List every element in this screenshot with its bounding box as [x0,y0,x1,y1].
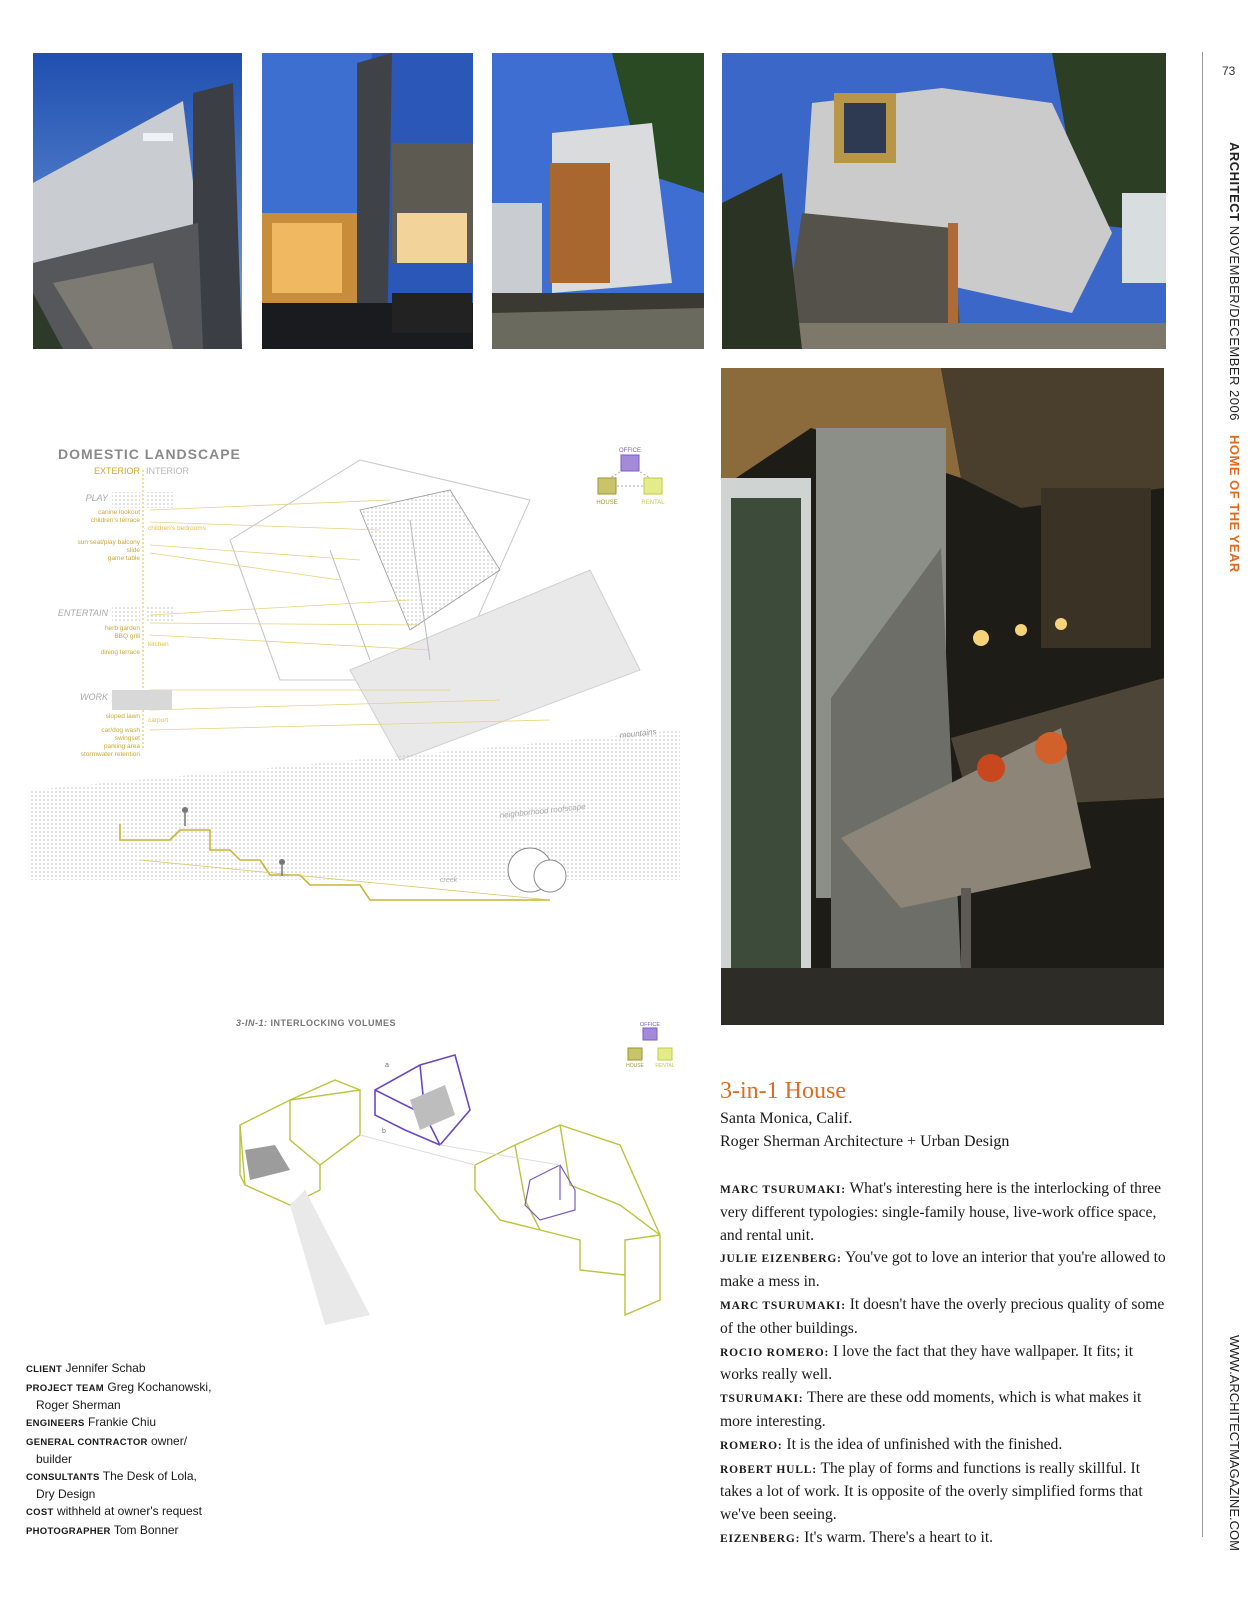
quote-text: I love the fact that they have wallpaper. It fits; it works really well. [720,1342,1134,1384]
page-number: 73 [1222,64,1236,78]
quote-text: There are these odd moments, which is what makes it more interesting. [720,1389,1142,1430]
label-interior: INTERIOR [146,466,190,476]
diagram-domestic-landscape [30,430,710,930]
quote-speaker: ROBERT HULL: [720,1463,817,1476]
work-item: stormwater retention [80,751,140,758]
legend-rental: RENTAL [641,500,665,506]
quote-speaker: MARC TSURUMAKI: [720,1184,846,1196]
work-interior: carport [148,717,169,724]
quote [720,1434,1170,1458]
quote [720,1294,1170,1341]
quote-speaker: ROCIO ROMERO: [720,1346,830,1359]
work-item: parking area [103,743,140,750]
label-work: WORK [80,692,108,702]
work-item: sloped lawn [105,713,140,720]
quote-speaker: ROMERO: [720,1439,783,1452]
play-item: game table [107,555,140,562]
jury-quotes [720,1178,1170,1551]
label-b: b [382,1128,386,1135]
project-credits [26,1360,246,1541]
credit-line [26,1379,246,1413]
legend-house: HOUSE [596,500,618,506]
entertain-item: herb garden [104,625,140,632]
play-item: canine lookout [98,509,140,516]
label-exterior: EXTERIOR [93,466,140,476]
quote [720,1247,1170,1294]
credit-key: CONSULTANTS [26,1472,100,1483]
quote-speaker: TSURUMAKI: [720,1393,804,1406]
credit-key: PHOTOGRAPHER [26,1526,111,1537]
credit-line [26,1503,246,1521]
project-firm: Roger Sherman Architecture + Urban Design [720,1133,1010,1150]
quote [720,1178,1170,1247]
masthead-brand: ARCHITECT [1227,142,1242,222]
legend-rental: RENTAL [655,1063,675,1069]
photo-night-facade [262,53,473,349]
label-entertain: ENTERTAIN [57,608,108,618]
diagram-domestic-landscape-title: DOMESTIC LANDSCAPE [58,446,241,462]
play-item: children's terrace [90,517,140,524]
quote-text: You've got to love an interior that you're allowed to make a mess in. [720,1249,1166,1291]
entertain-item: dining terrace [100,649,140,656]
credit-line [26,1414,246,1432]
quote-text: It is the idea of unfinished with the finished. [786,1435,1063,1453]
magazine-url: WWW.ARCHITECTMAGAZINE.COM [1227,1335,1242,1551]
legend-house: HOUSE [626,1063,644,1069]
credit-value: owner/ [151,1434,188,1448]
project-title: 3-in-1 House [720,1078,846,1104]
play-item: slide [126,547,140,554]
credit-value: Frankie Chiu [88,1415,157,1429]
legend-office: OFFICE [619,448,641,454]
quote-text: What's interesting here is the interlocking of three very different typologies: single-family house, live-work office space, and rental unit. [720,1180,1162,1244]
quote-speaker: JULIE EIZENBERG: [720,1253,842,1266]
project-location: Santa Monica, Calif. [720,1110,853,1127]
credit-line [26,1360,246,1378]
quote [720,1387,1170,1434]
credit-value-cont: Roger Sherman [36,1398,121,1412]
entertain-interior: kitchen [148,641,169,648]
quote-speaker: MARC TSURUMAKI: [720,1299,846,1312]
label-creek: creek [440,877,458,884]
masthead-section: HOME OF THE YEAR [1227,435,1242,573]
work-item: car/dog wash [101,727,140,734]
label-a: a [385,1062,389,1069]
quote-speaker: EIZENBERG: [720,1532,801,1545]
credit-value: withheld at owner's request [56,1504,202,1518]
credit-line [26,1433,246,1467]
credit-key: PROJECT TEAM [26,1383,105,1394]
credit-key: CLIENT [26,1364,63,1375]
quote [720,1527,1170,1551]
play-item: sun seat/play balcony [77,539,140,546]
entertain-item: BBQ grill [114,633,140,640]
credit-line [26,1468,246,1502]
magazine-masthead [1222,142,1242,573]
play-interior: children's bedrooms [148,525,206,532]
credit-key: ENGINEERS [26,1418,85,1429]
credit-key: COST [26,1507,54,1518]
quote-text: It doesn't have the overly precious quality of some of the other buildings. [720,1295,1165,1337]
photo-interior-kitchen [721,368,1164,1025]
label-neighborhood: neighborhood roofscape [499,802,587,820]
photo-wood-volume [492,53,704,349]
volumes-title-text: INTERLOCKING VOLUMES [270,1018,397,1028]
quote-text: It's warm. There's a heart to it. [804,1528,994,1546]
credit-value: The Desk of Lola, [102,1469,197,1483]
credit-value-cont: Dry Design [36,1487,96,1501]
credit-value-cont: builder [36,1452,73,1466]
label-play: PLAY [85,493,108,503]
credit-value: Tom Bonner [113,1523,179,1537]
legend-office: OFFICE [639,1022,661,1028]
label-mountains: mountains [619,727,657,740]
masthead-issue: NOVEMBER/DECEMBER 2006 [1227,225,1242,421]
credit-value: Greg Kochanowski, [107,1380,212,1394]
quote [720,1458,1170,1527]
credit-value: Jennifer Schab [65,1361,146,1375]
credit-line [26,1522,246,1540]
margin-rule [1202,52,1203,1537]
diagram-interlocking-volumes [230,1015,690,1345]
credit-key: GENERAL CONTRACTOR [26,1437,148,1448]
quote [720,1341,1170,1388]
photo-exterior-stairs [33,53,242,349]
quote-text: The play of forms and functions is really skillful. It takes a lot of work. It is opposite of the overly simplified forms that we've been seeing. [720,1459,1143,1524]
volumes-title-prefix: 3-IN-1: [236,1018,268,1028]
photo-faceted-volume [722,53,1166,349]
work-item: swingset [114,735,140,742]
